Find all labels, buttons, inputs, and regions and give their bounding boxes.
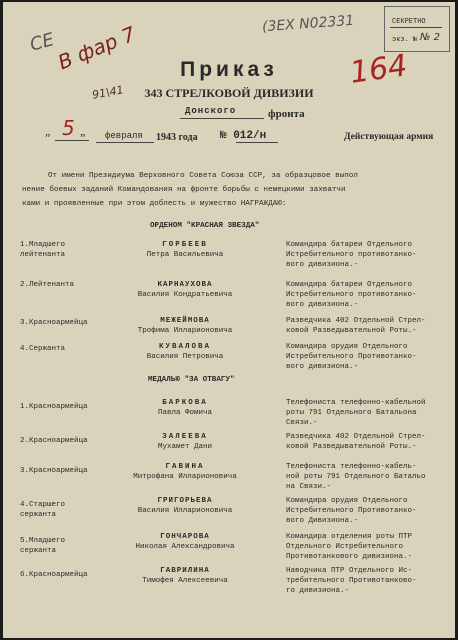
- award-name: КАРНАУХОВА Василия Кондратьевича: [137, 281, 233, 299]
- award-position: Командира орудия Отдельного Истребительного Противотанко- вого Дивизиона.-: [286, 497, 417, 525]
- division-name: 343 СТРЕЛКОВОЙ ДИВИЗИИ: [144, 86, 314, 100]
- award-name: ГРИГОРЬЕВА Василия Илларионовича: [137, 497, 233, 515]
- front-word: фронта: [268, 108, 305, 120]
- intro-line-2: нение боевых заданий Командования на фронте борьбы с немецкими захватчи: [22, 186, 346, 194]
- order-number-underline: [236, 142, 278, 143]
- handwritten-note-number: 91\41: [91, 83, 125, 102]
- award-rank: 5.Младшего сержанта: [20, 537, 66, 555]
- award-name: ГАВРИЛИНА Тимофея Алексеевича: [142, 567, 228, 585]
- secret-stamp: [384, 6, 450, 52]
- award-rank: 4.Старшего сержанта: [20, 501, 66, 519]
- date-year: 1943 года: [156, 132, 198, 143]
- army-label: Действующая армия: [344, 132, 434, 142]
- award-name: КУВАЛОВА Василия Петровича: [146, 343, 224, 361]
- intro-line-1: От имени Президиума Верховного Совета Союза ССР, за образцовое выпол: [48, 172, 358, 180]
- stamp-copy-number: № 2: [420, 32, 440, 43]
- award-name: БАРКОВА Павла Фомича: [157, 399, 212, 417]
- award-rank: 2.Лейтенанта: [20, 281, 75, 289]
- award-name: ГОРБЕЕВ Петра Васильевича: [146, 241, 224, 259]
- date-day-underline: [55, 140, 89, 141]
- award-rank: 1.Красноармейца: [20, 403, 88, 411]
- handwritten-note-ce: СЕ: [27, 29, 57, 56]
- award-rank: 3.Красноармейца: [20, 319, 88, 327]
- award-rank: 6.Красноармейца: [20, 571, 88, 579]
- award-position: Наводчика ПТР Отдельного Ис- требительного Противотанково- го дивизиона.-: [286, 567, 417, 595]
- intro-line-3: ками и проявленные при этом доблесть и мужество НАГРАЖДАЮ:: [22, 200, 287, 208]
- section-heading-bravery-medal: МЕДАЛЬЮ "ЗА ОТВАГУ": [148, 376, 235, 384]
- handwritten-note-vfar: В фар 7: [54, 21, 139, 75]
- award-rank: 1.Младшего лейтенанта: [20, 241, 66, 259]
- award-position: Телефониста телефонно-кабель- ной роты 791 Отдельного Батальо на Связи.-: [286, 463, 426, 491]
- front-name: Донского: [185, 106, 237, 116]
- award-position: Разведчика 402 Отдельной Стрел- ковой Разведывательной Роты.-: [286, 433, 426, 451]
- handwritten-archive-number: (3ЕХ N02331: [261, 12, 355, 36]
- award-position: Командира батареи Отдельного Истребительного противотанко- вого дивизиона.-: [286, 241, 417, 269]
- award-name: МЕЖЕЙМОВА Трофима Илларионовича: [137, 317, 233, 335]
- award-name: ЗАЛЕЕВА Мухамет Дани: [157, 433, 212, 451]
- stamp-underline: [390, 27, 442, 28]
- stamp-secret-label: СЕКРЕТНО: [392, 18, 426, 26]
- date-quote-open: „: [45, 124, 51, 138]
- stamp-copy-label: экз. №: [392, 36, 418, 44]
- award-name: ГАВИНА Митрофана Илларионовича: [133, 463, 237, 481]
- date-month: февраля: [105, 131, 143, 141]
- award-position: Командира отделения роты ПТР Отдельного Истребительного Противотанкового дивизиона.-: [286, 533, 413, 561]
- order-number: № 012/н: [220, 130, 267, 142]
- date-day: 5: [62, 116, 75, 140]
- award-name: ГОНЧАРОВА Николая Александровича: [135, 533, 235, 551]
- date-quote-close: „: [80, 124, 86, 138]
- order-title: Приказ: [180, 58, 278, 81]
- date-month-underline: [96, 142, 154, 143]
- award-rank: 4.Сержанта: [20, 345, 66, 353]
- award-position: Телефониста телефонно-кабельной роты 791 Отдельного Батальона Связи.-: [286, 399, 426, 427]
- award-rank: 2.Красноармейца: [20, 437, 88, 445]
- award-position: Разведчика 402 Отдельной Стрел- ковой Разведывательной Роты.-: [286, 317, 426, 335]
- award-position: Командира батареи Отдельного Истребительного противотанко- вого дивизиона.-: [286, 281, 417, 309]
- front-name-underline: [180, 118, 264, 119]
- handwritten-red-number: 164: [347, 48, 410, 91]
- award-rank: 3.Красноармейца: [20, 467, 88, 475]
- award-position: Командира орудия Отдельного Истребительного Противотанко- вого дивизиона.-: [286, 343, 417, 371]
- section-heading-red-star: ОРДЕНОМ "КРАСНАЯ ЗВЕЗДА": [150, 222, 260, 230]
